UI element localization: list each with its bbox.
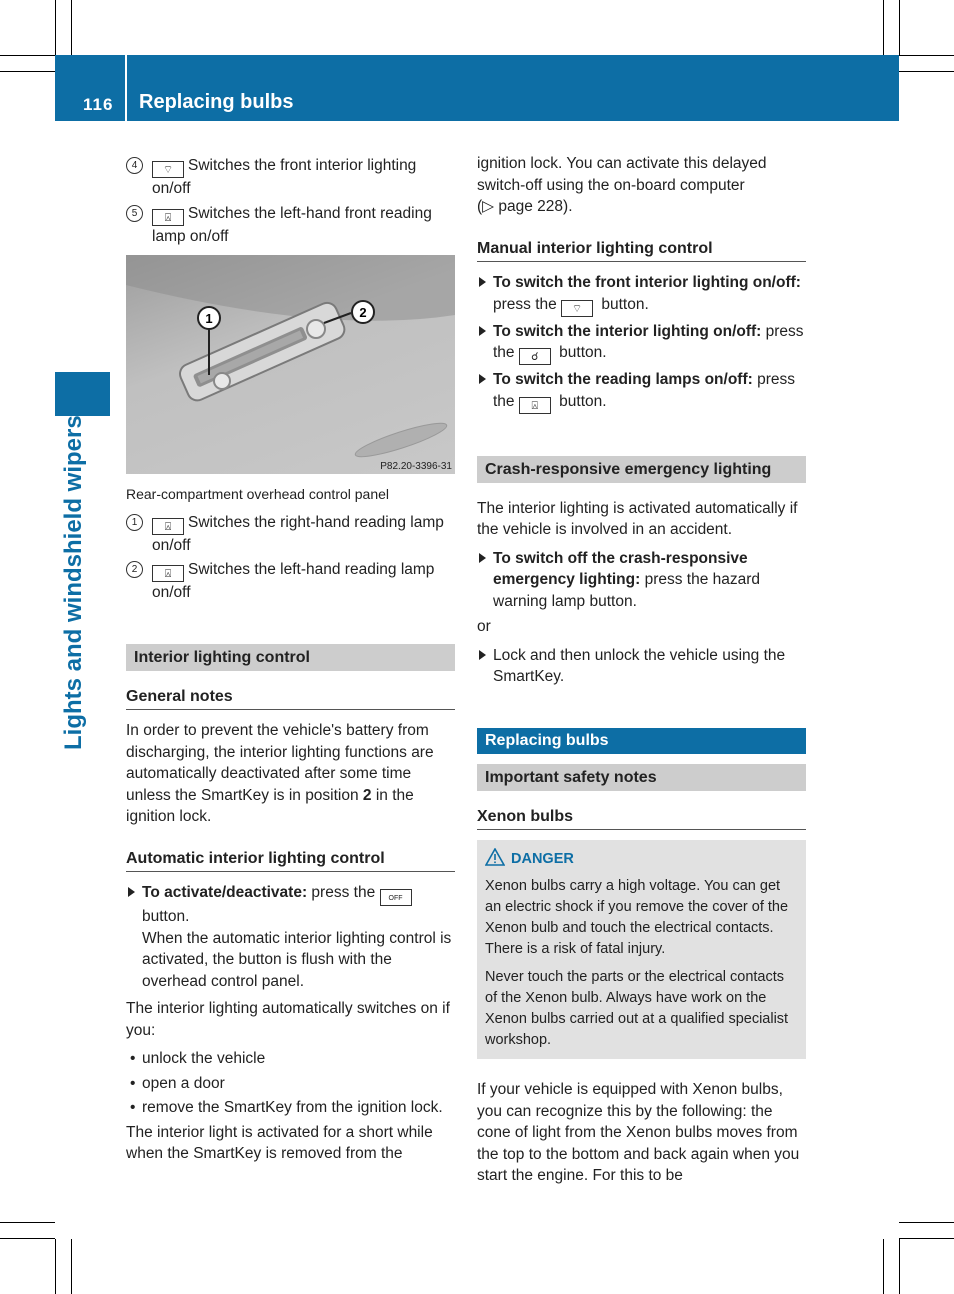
paragraph: The interior lighting is activated automatically if the vehicle is involved in an accident. [477, 499, 798, 538]
paragraph: The interior light is activated for a short while when the SmartKey is removed from the [126, 1123, 433, 1162]
crop-mark [0, 1238, 55, 1239]
crop-mark [899, 1238, 954, 1239]
item-number: 5 [126, 205, 143, 222]
instruction-step: To switch off the crash-responsive emergency lighting: press the hazard warning lamp button. [477, 548, 806, 613]
side-tab-marker [55, 372, 110, 416]
subheading: Manual interior lighting control [477, 238, 806, 263]
front-interior-light-icon: ⌔ [561, 300, 593, 317]
crop-mark [883, 0, 884, 55]
instruction-step: To switch the reading lamps on/off: press the ⍓ button. [477, 369, 806, 414]
section-bar: Interior lighting control [126, 644, 455, 671]
photo-callout: 2 [359, 305, 367, 320]
step-arrow-icon [479, 650, 486, 660]
photo-callout: 1 [205, 311, 213, 326]
instruction-step: To switch the front interior lighting on/off: press the ⌔ button. [477, 272, 806, 317]
step-arrow-icon [479, 374, 486, 384]
item-text: Switches the left-hand front reading lamp on/off [152, 204, 432, 245]
header-divider [125, 55, 127, 121]
chapter-section-bar: Replacing bulbs [477, 728, 806, 754]
item-number: 2 [126, 561, 143, 578]
crop-mark [899, 1222, 954, 1223]
paragraph: or [477, 618, 491, 635]
panel-illustration [126, 255, 455, 474]
front-interior-light-icon: ⌔ [152, 161, 184, 178]
overhead-control-panel-photo [126, 255, 455, 474]
page-number: 116 [83, 95, 114, 114]
warning-triangle-icon [485, 848, 505, 866]
photo-code: P82.20-3396-31 [380, 461, 452, 472]
control-item [126, 559, 455, 604]
chapter-side-label: Lights and windshield wipers [60, 415, 87, 750]
bullet-item: • unlock the vehicle [130, 1050, 266, 1067]
step-arrow-icon [128, 887, 135, 897]
crop-mark [0, 55, 55, 56]
control-item [126, 203, 455, 248]
header-title: Replacing bulbs [139, 91, 294, 113]
reading-lamp-icon: ⍓ [519, 397, 551, 414]
section-bar: Important safety notes [477, 764, 806, 791]
paragraph: ignition lock. You can activate this delayed switch-off using the on-board computer (▷ page 228). [477, 155, 767, 215]
photo-caption: Rear-compartment overhead control panel [126, 486, 390, 502]
crop-mark [0, 1222, 55, 1223]
crop-mark [899, 71, 954, 72]
item-text: Switches the right-hand reading lamp on/off [152, 513, 444, 554]
bullet-item: • remove the SmartKey from the ignition lock. [130, 1099, 443, 1116]
item-number: 4 [126, 157, 143, 174]
item-text: Switches the left-hand reading lamp on/off [152, 561, 435, 601]
danger-header: DANGER [485, 848, 798, 870]
interior-light-icon: ☌ [519, 348, 551, 365]
reading-lamp-icon: ⍓ [152, 209, 184, 226]
crop-mark [71, 1239, 72, 1294]
danger-box [477, 840, 806, 1059]
danger-text: Never touch the parts or the electrical contacts of the Xenon bulb. Always have work on the Xenon bulbs carried out at a qualified specialist workshop. [485, 969, 789, 1048]
crop-mark [71, 0, 72, 55]
instruction-step: To activate/deactivate: press the OFF button. When the automatic interior lighting control is activated, the button is flush with the overhead control panel. [126, 882, 455, 992]
crop-mark [0, 71, 55, 72]
right-column [477, 153, 806, 1194]
paragraph: In order to prevent the vehicle's battery from discharging, the interior lighting functions are automatically deactivated after some time unless the SmartKey is in position 2 in the ignition lock. [126, 722, 434, 825]
crop-mark [55, 0, 56, 55]
subheading: General notes [126, 686, 455, 711]
danger-text: Xenon bulbs carry a high voltage. You can get an electric shock if you remove the cover of the Xenon bulb and touch the electrical contacts. There is a risk of fatal injury. [485, 878, 789, 957]
bullet-item: • open a door [130, 1074, 225, 1092]
reading-lamp-icon: ⍓ [152, 518, 184, 535]
crop-mark [899, 0, 900, 55]
page-reference: (▷ page 228). [477, 198, 573, 215]
subheading: Automatic interior lighting control [126, 848, 455, 873]
control-item [126, 512, 455, 557]
instruction-step: To switch the interior lighting on/off: press the ☌ button. [477, 321, 806, 366]
step-detail: When the automatic interior lighting control is activated, the button is flush with the overhead control panel. [142, 929, 452, 990]
control-item [126, 155, 455, 200]
auto-light-button-icon: OFF [380, 889, 412, 906]
crop-mark [899, 55, 954, 56]
instruction-step: Lock and then unlock the vehicle using the SmartKey. [477, 645, 806, 688]
item-number: 1 [126, 514, 143, 531]
paragraph: The interior lighting automatically switches on if you: [126, 1000, 450, 1039]
section-bar: Crash-responsive emergency lighting [477, 456, 806, 483]
crop-mark [899, 1239, 900, 1294]
paragraph: If your vehicle is equipped with Xenon bulbs, you can recognize this by the following: the cone of light from the Xenon bulbs moves from the top to the bottom and back again when you start the engine. For this to be [477, 1081, 800, 1184]
step-arrow-icon [479, 326, 486, 336]
item-text: Switches the front interior lighting on/off [152, 157, 417, 197]
crop-mark [883, 1239, 884, 1294]
left-column [126, 155, 455, 1172]
step-arrow-icon [479, 553, 486, 563]
step-arrow-icon [479, 277, 486, 287]
subheading: Xenon bulbs [477, 806, 806, 831]
reading-lamp-icon: ⍓ [152, 565, 184, 582]
crop-mark [55, 1239, 56, 1294]
page-header [55, 55, 899, 121]
